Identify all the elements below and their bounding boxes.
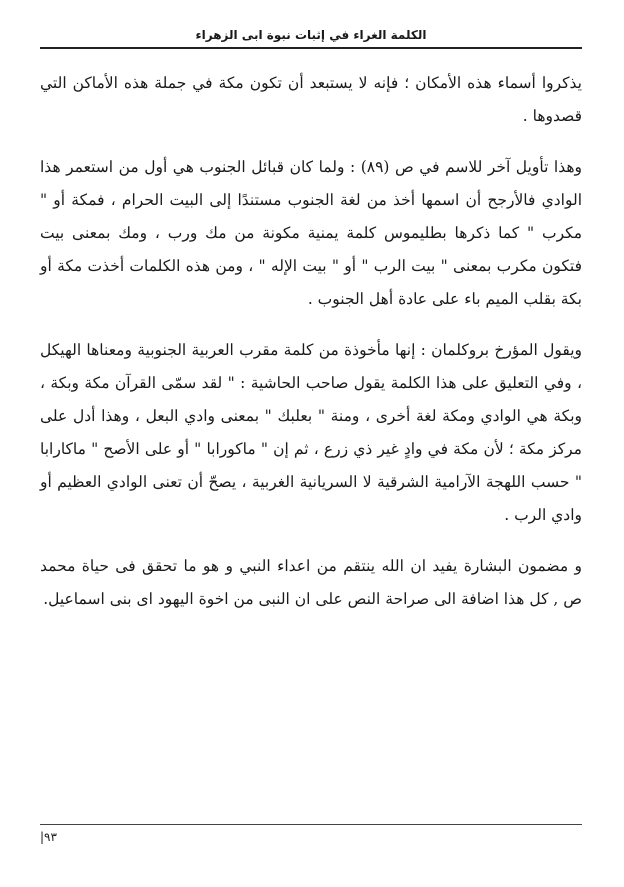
footer-divider <box>40 824 582 825</box>
page-body <box>40 67 582 634</box>
header-divider <box>40 47 582 49</box>
running-header <box>40 26 582 44</box>
header-title: الكلمة الغراء في إثبات نبوة ابى الزهراء <box>195 28 427 42</box>
paragraph-2: وهذا تأويل آخر للاسم في ص (٨٩) : ولما كان قبائل الجنوب هي أول من استعمر هذا الوادي فالأرجح أن اسمها أخذ من لغة الجنوب مستندًا إلى البيت الحرام ، فمكة أو " مكرب " كما ذكرها بطليموس كلمة يمنية مكونة من مك ورب ، ومك بمعنى بيت فتكون مكرب بمعنى " بيت الرب " أو " بيت الإله " ، ومن هذه الكلمات أخذت مكة أو بكة بقلب الميم باء على عادة أهل الجنوب . <box>40 158 582 308</box>
page-number: ٩٣| <box>40 830 57 844</box>
paragraph-3: ويقول المؤرخ بروكلمان : إنها مأخوذة من كلمة مقرب العربية الجنوبية ومعناها الهيكل ، وفي التعليق على هذا الكلمة يقول صاحب الحاشية : " لقد سمّى القرآن مكة وبكة ، وبكة هي الوادي ومكة لغة أخرى ، ومنة " بعلبك " بمعنى وادي البعل ، وهذا أدل على مركز مكة ؛ لأن مكة في وادٍ غير ذي زرع ، ثم إن " ماكورابا " أو على الأصح " ماكارابا " حسب اللهجة الآرامية الشرقية لا السريانية الغربية ، يصحّ أن تعنى الوادي العظيم أو وادي الرب . <box>40 341 582 524</box>
paragraph-1: يذكروا أسماء هذه الأمكان ؛ فإنه لا يستبعد أن تكون مكة في جملة هذه الأماكن التي قصدوها . <box>40 74 582 125</box>
paragraph-4: و مضمون البشارة يفيد ان الله ينتقم من اعداء النبي و هو ما تحقق فى حياة محمد ص , كل هذا اضافة الى صراحة النص على ان النبى من اخوة اليهود اى بنى اسماعيل. <box>40 557 582 608</box>
